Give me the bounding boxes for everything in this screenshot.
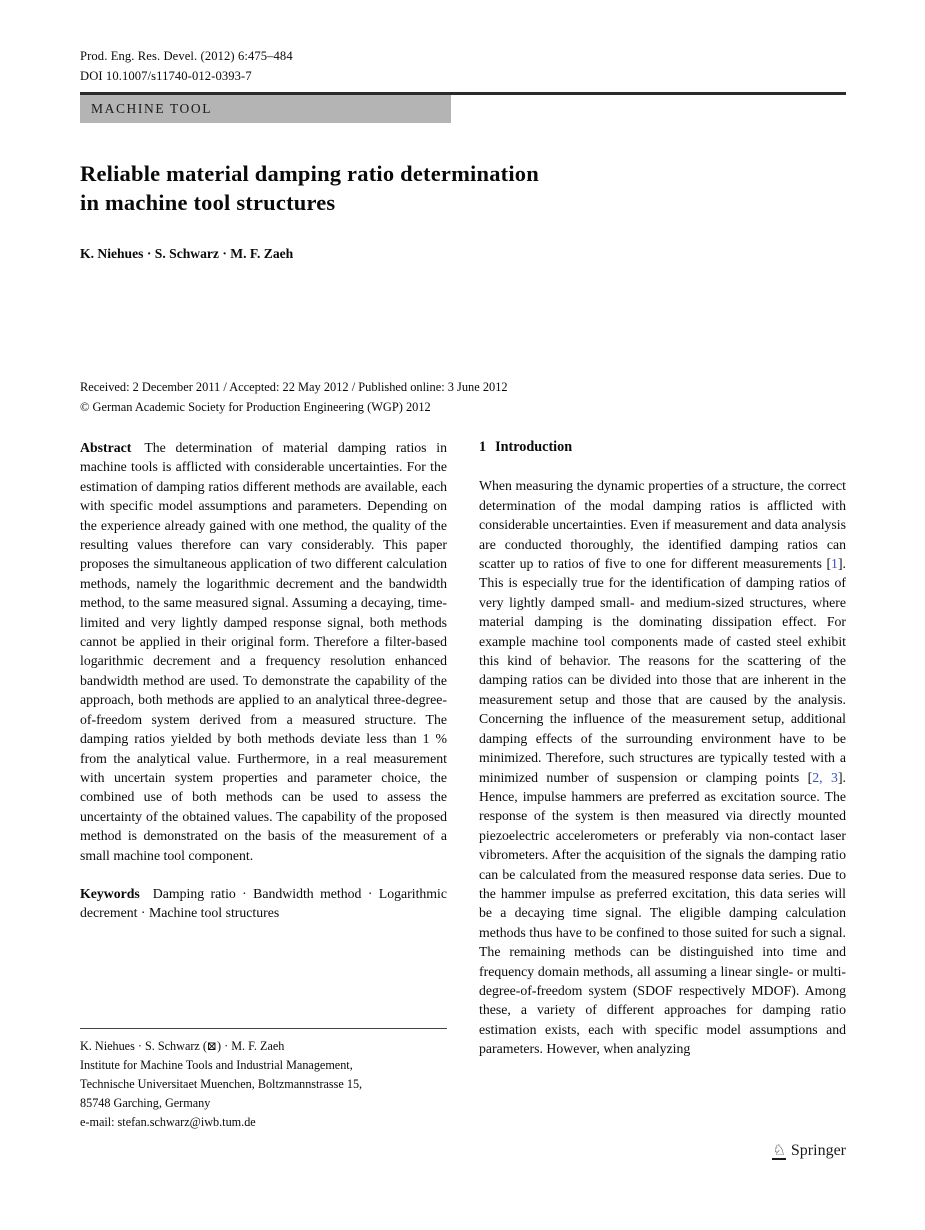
keywords-label: Keywords [80, 885, 140, 901]
abstract-paragraph [80, 438, 447, 865]
abstract-label: Abstract [80, 440, 132, 455]
introduction-text-1: When measuring the dynamic properties of a structure, the correct determination of the modal damping ratios is afflicted with considerable uncertainties. Even if measurement and data analysis are conducted thoroughly, the identified damping ratios can scatter up to ratios of five to one for different measurements [ [479, 478, 846, 572]
footnote-authors [80, 1037, 460, 1056]
left-column [80, 438, 447, 923]
received-line: Received: 2 December 2011 / Accepted: 22 May 2012 / Published online: 3 June 2012 [80, 380, 508, 394]
springer-wordmark: Springer [790, 1142, 846, 1159]
paper-title [80, 160, 780, 217]
introduction-paragraph [479, 476, 846, 1058]
author-list: K. Niehues · S. Schwarz · M. F. Zaeh [80, 246, 294, 261]
footnote-affiliation-1: Institute for Machine Tools and Industrial Management, [80, 1058, 353, 1072]
keywords-text: Damping ratio · Bandwidth method · Logarithmic decrement · Machine tool structures [80, 885, 447, 921]
footnote-affiliation-3: 85748 Garching, Germany [80, 1096, 211, 1110]
footnote-affiliation-2: Technische Universitaet Muenchen, Boltzmannstrasse 15, [80, 1077, 363, 1091]
section-banner-label: MACHINE TOOL [91, 101, 213, 116]
introduction-heading-text: Introduction [495, 439, 573, 455]
section-banner [80, 95, 451, 123]
doi: DOI 10.1007/s11740-012-0393-7 [80, 69, 252, 83]
abstract-text: The determination of material damping ratios in machine tools is afflicted with considerable uncertainties. For the estimation of damping ratios different methods are available, each with specific model assumptions and parameters. Depending on the experience already gained with one method, the quality of the resulting values therefore can vary considerably. This paper proposes the simultaneous application of two different calculation methods, namely the logarithmic decrement and the bandwidth method, to the same measured signal. Assuming a decaying, time-limited and very lightly damped response signal, both methods cannot be applied in their original form. Therefore a filter-based logarithmic decrement and a frequency resolution enhanced bandwidth method are used. To demonstrate the capability of the approach, both methods are applied to an analytical three-degree-of-freedom system derived from a measured structure. The damping ratios yielded by both methods deviate less than 1 % from the analytical value. Furthermore, in a real measurement with uncertain system properties and parameter choice, the combined use of both methods can be used to assess the uncertainty of the obtained values. The capability of the proposed method is demonstrated on the basis of the measurement of a small machine tool component. [80, 440, 447, 863]
copyright-line: © German Academic Society for Production Engineering (WGP) 2012 [80, 399, 431, 414]
right-column [479, 438, 846, 1059]
paper-title-line1: Reliable material damping ratio determination [80, 161, 539, 186]
introduction-text-2: ]. This is especially true for the identification of damping ratios of very lightly damped small- and medium-sized structures, where material damping is the dominating dissipation effect. For example machine tool components made of casted steel exhibit this kind of behavior. The reasons for the scattering of the damping ratios can be divided into those that are inherent in the measurement setup and those that are caused by the analysis. Concerning the influence of the measurement setup, additional damping effects of the surrounding environment have to be minimized. Therefore, such structures are typically tested with a minimized number of suspension or clamping points [ [479, 556, 846, 785]
paper-title-line2: in machine tool structures [80, 189, 336, 215]
footnote-authors-pre: K. Niehues · S. Schwarz ( [80, 1039, 207, 1053]
footnote-authors-post: ) · M. F. Zaeh [216, 1039, 285, 1053]
citation-link-1[interactable]: 1 [831, 556, 838, 572]
keywords-paragraph [80, 884, 447, 923]
envelope-icon: ⊠ [206, 1039, 217, 1053]
footnote-rule [80, 1028, 447, 1029]
springer-knight-icon: ♘ [772, 1141, 786, 1159]
footnote-block [80, 1037, 460, 1132]
springer-logo [772, 1142, 846, 1160]
journal-reference: Prod. Eng. Res. Devel. (2012) 6:475–484 [80, 49, 293, 63]
introduction-heading-number: 1 [479, 439, 487, 455]
introduction-heading [479, 438, 846, 457]
introduction-text-3: ]. Hence, impulse hammers are preferred as excitation source. The response of the system is then measured via directly mounted piezoelectric accelerometers or preferably via non-contact laser vibrometers. After the acquisition of the signals the damping ratio can be calculated from the measured response data series. Due to the hammer impulse as preferred excitation, this data series will be a decaying time signal. The eligible damping calculation methods thus have to be confined to those suited for such a signal. The remaining methods can be distinguished into time and frequency domain methods, all assuming a linear single- or multi-degree-of-freedom system (SDOF respectively MDOF). Among these, a variety of different approaches for damping ratio estimation exists, each with specific model assumptions and parameters. However, when analyzing [479, 769, 846, 1057]
publication-history [80, 378, 846, 417]
citation-link-2-3[interactable]: 2, 3 [812, 769, 838, 785]
footnote-email: e-mail: stefan.schwarz@iwb.tum.de [80, 1115, 256, 1129]
